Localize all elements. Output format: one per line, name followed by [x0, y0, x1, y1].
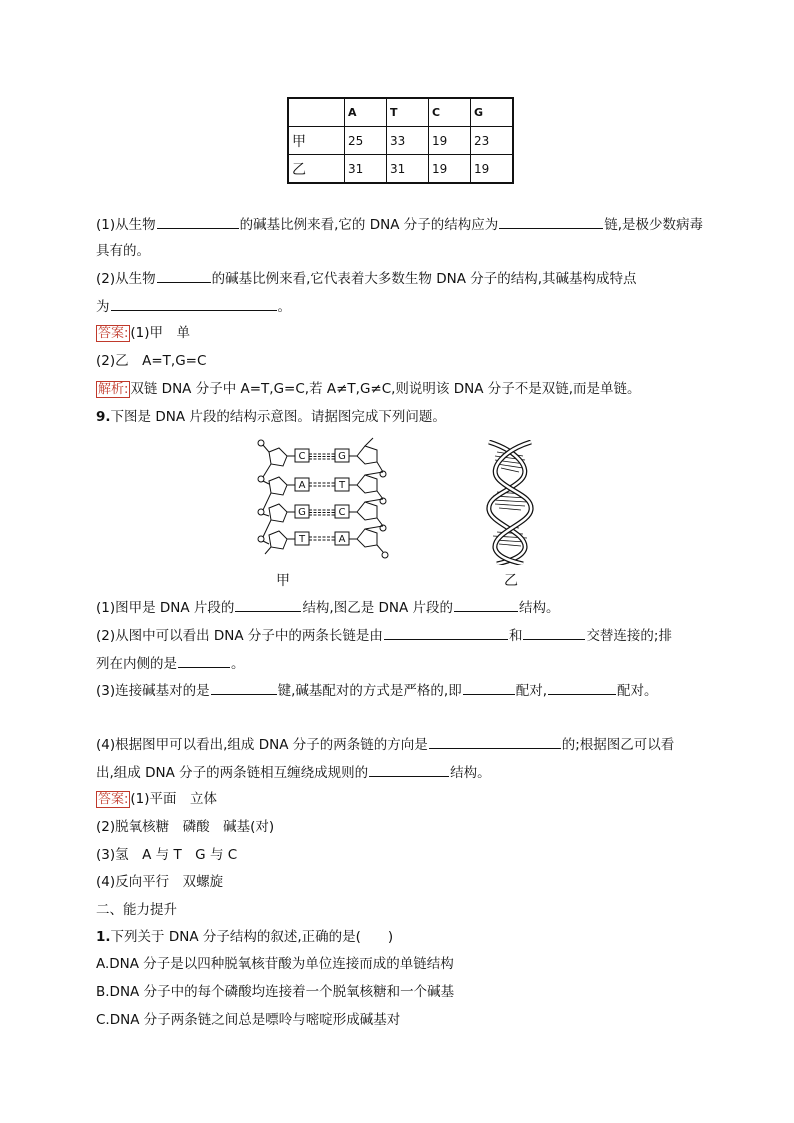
q9-title-line [96, 408, 446, 426]
s2-q1-title-line [96, 928, 393, 946]
answer-blank[interactable] [384, 626, 508, 640]
q9-answer-text: (1)平面 立体 [130, 791, 218, 807]
q9-text: 的;根据图乙可以看 [561, 737, 675, 753]
table-cell: 31 [345, 155, 387, 184]
answer-blank[interactable] [211, 681, 277, 695]
answer-blank[interactable] [429, 735, 561, 749]
answer-blank[interactable] [463, 681, 515, 695]
option-a[interactable]: A.DNA 分子是以四种脱氧核苷酸为单位连接而成的单链结构 [96, 956, 454, 972]
q9-text: 结构。 [519, 600, 560, 616]
table-row [288, 155, 513, 184]
table-cell: 19 [471, 155, 514, 184]
deoxyribose-icon [269, 531, 287, 549]
q8-text: 为 [96, 299, 110, 315]
table-header-cell: G [471, 98, 514, 127]
option-c[interactable]: C.DNA 分子两条链之间总是嘌呤与嘧啶形成碱基对 [96, 1012, 401, 1028]
table-cell: 31 [387, 155, 429, 184]
answer-blank[interactable] [178, 654, 230, 668]
deoxyribose-icon [357, 475, 377, 493]
q8-answer-text: (2)乙 A=T,G=C [96, 353, 207, 369]
q9-answer-line1 [96, 790, 217, 808]
q9-part1-line [96, 598, 560, 617]
answer-blank[interactable] [454, 598, 518, 612]
q9-text: (2)从图中可以看出 DNA 分子中的两条长链是由 [96, 628, 383, 644]
question-number: 1. [96, 929, 111, 945]
q8-text: 具有的。 [96, 243, 150, 259]
table-cell: 33 [387, 127, 429, 155]
q8-part2-line1 [96, 269, 637, 288]
answer-blank[interactable] [499, 215, 603, 229]
q9-text: 。 [231, 656, 245, 672]
q8-text: 链,是极少数病毒 [604, 217, 704, 233]
base-letter: A [298, 480, 306, 491]
table-cell: 19 [429, 127, 471, 155]
option-b[interactable]: B.DNA 分子中的每个磷酸均连接着一个脱氧核糖和一个碱基 [96, 984, 455, 1000]
deoxyribose-icon [357, 529, 377, 547]
table-header-cell: C [429, 98, 471, 127]
figure-b-label: 乙 [504, 573, 518, 589]
section-heading: 二、能力提升 [96, 902, 177, 918]
answer-tag: 答案: [98, 326, 129, 341]
answer-blank[interactable] [235, 598, 301, 612]
q8-answer-line1 [96, 324, 190, 342]
q8-analysis-line [96, 380, 641, 398]
q8-part2-line2 [96, 297, 291, 316]
table-row-label: 乙 [288, 155, 345, 184]
q9-text: 配对, [515, 683, 548, 699]
q9-text: 结构,图乙是 DNA 片段的 [302, 600, 454, 616]
phosphate-icon [382, 552, 388, 558]
q9-answer-line2 [96, 818, 274, 836]
deoxyribose-icon [357, 502, 377, 520]
table-header-cell [288, 98, 345, 127]
q9-text: (4)根据图甲可以看出,组成 DNA 分子的两条链的方向是 [96, 737, 428, 753]
q9-answer-text: (3)氢 A 与 T G 与 C [96, 847, 238, 863]
q9-answer-text: (4)反向平行 双螺旋 [96, 874, 224, 890]
q8-text: 的碱基比例来看,它代表着大多数生物 DNA 分子的结构,其碱基构成特点 [211, 271, 637, 287]
table-header-cell: T [387, 98, 429, 127]
question-number: 9. [96, 409, 111, 425]
dna-planar-diagram [255, 436, 395, 566]
deoxyribose-icon [269, 504, 287, 522]
deoxyribose-icon [357, 446, 377, 464]
q8-text: 的碱基比例来看,它的 DNA 分子的结构应为 [239, 217, 499, 233]
q8-answer-line2 [96, 352, 206, 370]
table-header-cell: A [345, 98, 387, 127]
q9-text: (1)图甲是 DNA 片段的 [96, 600, 235, 616]
table-cell: 25 [345, 127, 387, 155]
q9-part4-line1 [96, 735, 674, 754]
base-letter: G [298, 507, 306, 518]
answer-blank[interactable] [157, 269, 211, 283]
answer-tag: 答案: [98, 792, 129, 807]
answer-blank[interactable] [369, 763, 449, 777]
q9-part2-line1 [96, 626, 672, 645]
table-row-label: 甲 [288, 127, 345, 155]
base-letter: C [338, 507, 346, 518]
q9-title: 下图是 DNA 片段的结构示意图。请据图完成下列问题。 [110, 409, 446, 425]
answer-blank[interactable] [111, 297, 277, 311]
base-letter: A [338, 534, 346, 545]
q9-text: 列在内侧的是 [96, 656, 177, 672]
q9-answer-line4 [96, 873, 223, 891]
q9-answer-line3 [96, 846, 237, 864]
answer-blank[interactable] [523, 626, 585, 640]
q8-text: (1)从生物 [96, 217, 156, 233]
analysis-tag: 解析: [98, 382, 129, 397]
table-row [288, 127, 513, 155]
q9-part4-line2 [96, 763, 491, 782]
q9-text: 键,碱基配对的方式是严格的,即 [277, 683, 462, 699]
q9-text: 结构。 [450, 765, 491, 781]
q9-text: (3)连接碱基对的是 [96, 683, 210, 699]
q9-text: 交替连接的;排 [586, 628, 672, 644]
deoxyribose-icon [269, 477, 287, 495]
base-letter: T [338, 480, 346, 491]
q8-part1-line2 [96, 242, 150, 260]
figure-a-label: 甲 [276, 573, 290, 589]
q9-part2-line2 [96, 654, 245, 673]
base-letter: G [338, 451, 346, 462]
q9-text: 出,组成 DNA 分子的两条链相互缠绕成规则的 [96, 765, 369, 781]
deoxyribose-icon [269, 448, 287, 466]
q9-text: 配对。 [617, 683, 658, 699]
q8-text: (2)从生物 [96, 271, 156, 287]
s2-q1-title: 下列关于 DNA 分子结构的叙述,正确的是( ) [110, 929, 394, 945]
q9-answer-text: (2)脱氧核糖 磷酸 碱基(对) [96, 819, 275, 835]
base-ratio-table [287, 97, 514, 184]
answer-blank[interactable] [548, 681, 616, 695]
answer-blank[interactable] [157, 215, 239, 229]
q8-answer-text: (1)甲 单 [130, 325, 191, 341]
table-header-row [288, 98, 513, 127]
base-letter: T [298, 534, 306, 545]
table-cell: 23 [471, 127, 514, 155]
q8-part1-line1 [96, 215, 703, 234]
q8-text: 。 [277, 299, 291, 315]
table-cell: 19 [429, 155, 471, 184]
q9-text: 和 [508, 628, 523, 644]
q9-part3-line [96, 681, 658, 700]
q8-analysis-text: 双链 DNA 分子中 A=T,G=C,若 A≠T,G≠C,则说明该 DNA 分子不是双链,而是单链。 [130, 381, 641, 397]
dna-double-helix-diagram [475, 440, 545, 565]
base-letter: C [298, 451, 306, 462]
